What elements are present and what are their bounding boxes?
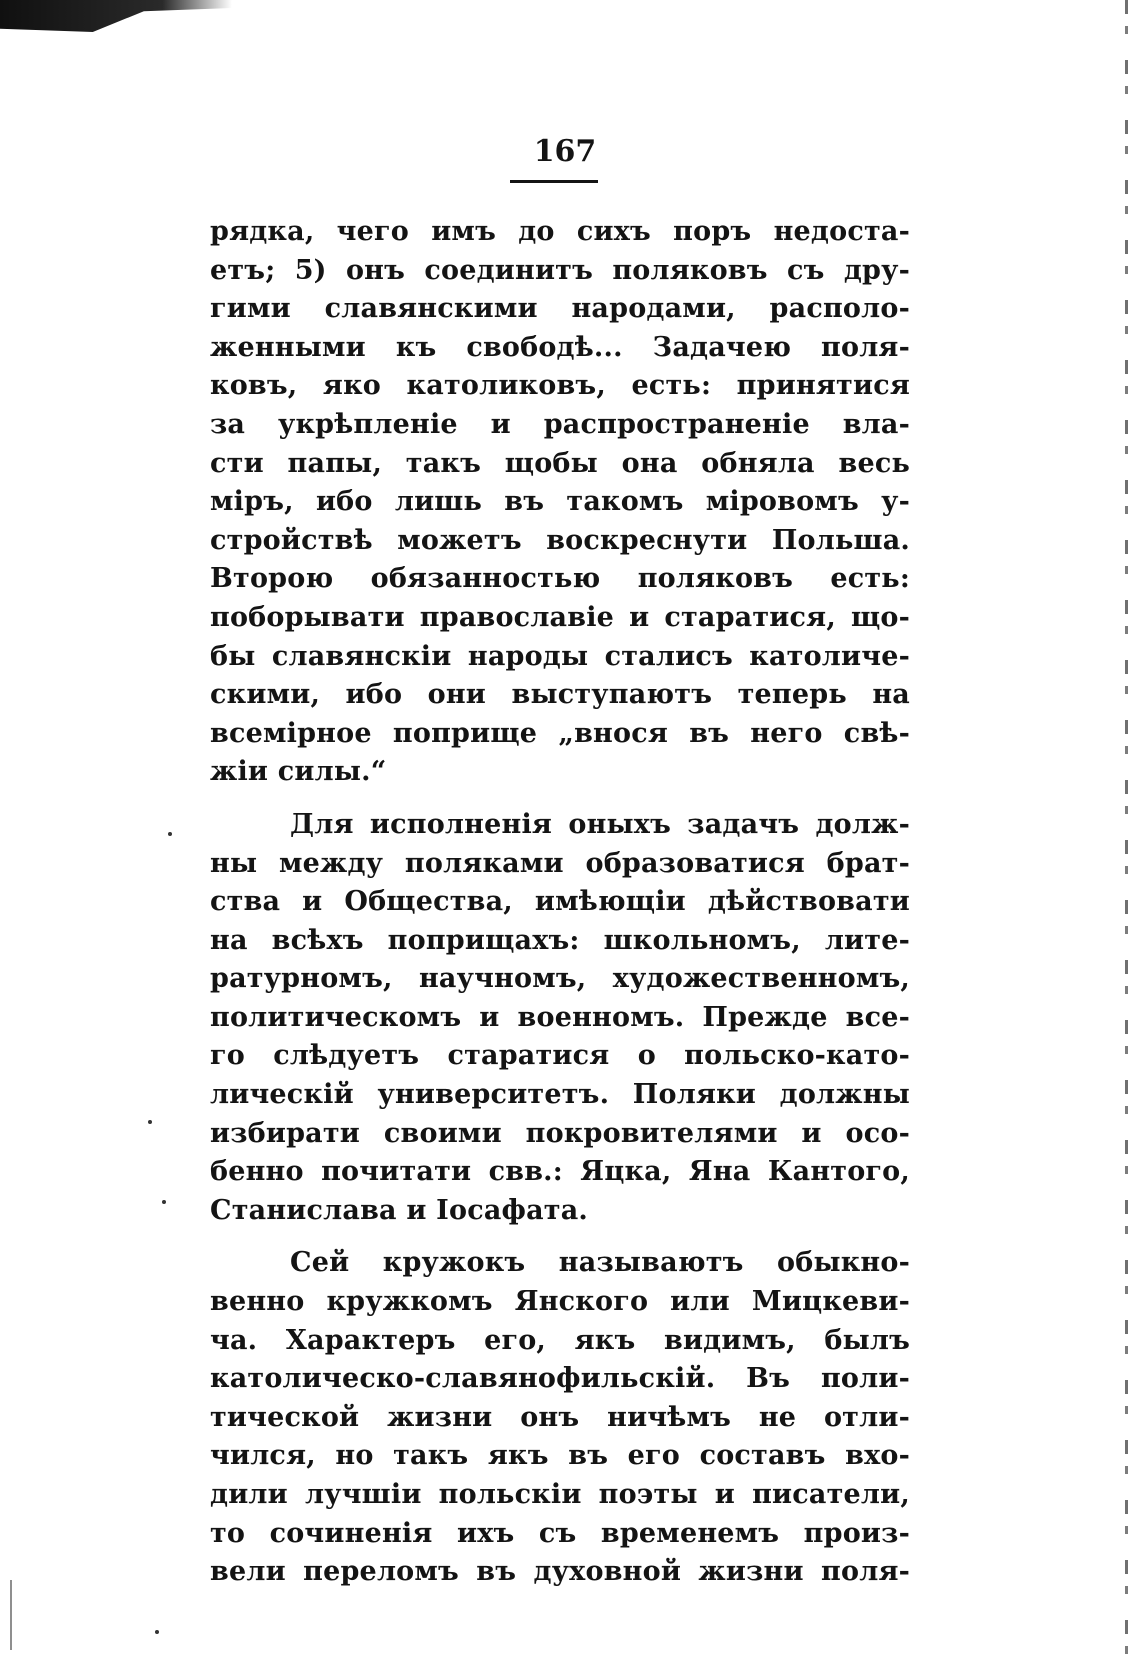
text-line: ратурномъ, научномъ, художественномъ, [210, 963, 910, 995]
text-line: ны между поляками образоватися брат- [210, 847, 910, 879]
text-line: гими славянскими народами, располо- [210, 293, 910, 325]
text-line: етъ; 5) онъ соединитъ поляковъ съ дру- [210, 254, 910, 286]
scan-speck [162, 1200, 166, 1204]
text-line: стройствѣ можетъ воскреснути Польша. [210, 524, 910, 556]
page-number: 167 [533, 134, 597, 169]
scan-smudge [0, 0, 232, 32]
text-line: скими, ибо они выступаютъ теперь на [210, 679, 910, 711]
text-line: бенно почитати свв.: Яцка, Яна Кантого, [210, 1156, 910, 1188]
text-line: всемірное поприще „внося въ него свѣ- [210, 717, 910, 749]
text-line: женными къ свободѣ... Задачею поля- [210, 331, 910, 363]
paragraph-1 [210, 213, 910, 792]
text-line: ковъ, яко католиковъ, есть: принятися [210, 370, 910, 402]
scan-edge-right [1125, 0, 1128, 1659]
text-line: чился, но такъ якъ въ его составъ вхо- [210, 1440, 910, 1472]
paragraph-2 [210, 806, 910, 1231]
text-line: дили лучшіи польскіи поэты и писатели, [210, 1479, 910, 1510]
text-line: поборывати православіе и старатися, що- [210, 601, 910, 633]
scan-edge-left [10, 1580, 12, 1650]
text-line: избирати своими покровителями и осо- [210, 1117, 910, 1149]
text-line: сти папы, такъ щобы она обняла весь [210, 447, 910, 479]
text-line: политическомъ и военномъ. Прежде все- [210, 1001, 910, 1033]
text-line: то сочиненія ихъ съ временемъ произ- [210, 1517, 910, 1549]
text-line: го слѣдуетъ старатися о польско-като- [210, 1040, 910, 1072]
text-line: за укрѣпленіе и распространеніе вла- [210, 408, 910, 440]
paragraph-3 [210, 1244, 910, 1591]
body-text [210, 213, 910, 1592]
text-line: Сей кружокъ называютъ обыкно- [290, 1247, 910, 1279]
scan-speck [168, 832, 172, 836]
scan-speck [155, 1630, 159, 1634]
text-line: тической жизни онъ ничѣмъ не отли- [210, 1401, 910, 1433]
text-line: рядка, чего имъ до сихъ поръ недоста- [210, 216, 910, 247]
text-line: Станислава и Іосафата. [210, 1194, 588, 1226]
text-line: лическій университетъ. Поляки должны [210, 1079, 910, 1111]
text-line: жіи силы.“ [210, 756, 387, 788]
text-line: ча. Характеръ его, якъ видимъ, былъ [210, 1324, 910, 1356]
header-rule [510, 180, 598, 183]
text-line: міръ, ибо лишь въ такомъ міровомъ у- [210, 486, 910, 518]
text-line: вели переломъ въ духовной жизни поля- [210, 1556, 910, 1588]
text-line: ства и Общества, имѣющіи дѣйствовати [210, 886, 910, 918]
scan-speck [148, 1120, 152, 1124]
text-line: Второю обязанностью поляковъ есть: [210, 563, 910, 595]
text-line: венно кружкомъ Янского или Мицкеви- [210, 1286, 910, 1318]
text-line: на всѣхъ поприщахъ: школьномъ, лите- [210, 924, 910, 956]
text-line: католическо-славянофильскій. Въ поли- [210, 1363, 910, 1395]
text-line: Для исполненія оныхъ задачъ долж- [290, 808, 910, 840]
text-line: бы славянскіи народы сталисъ католиче- [210, 640, 910, 672]
